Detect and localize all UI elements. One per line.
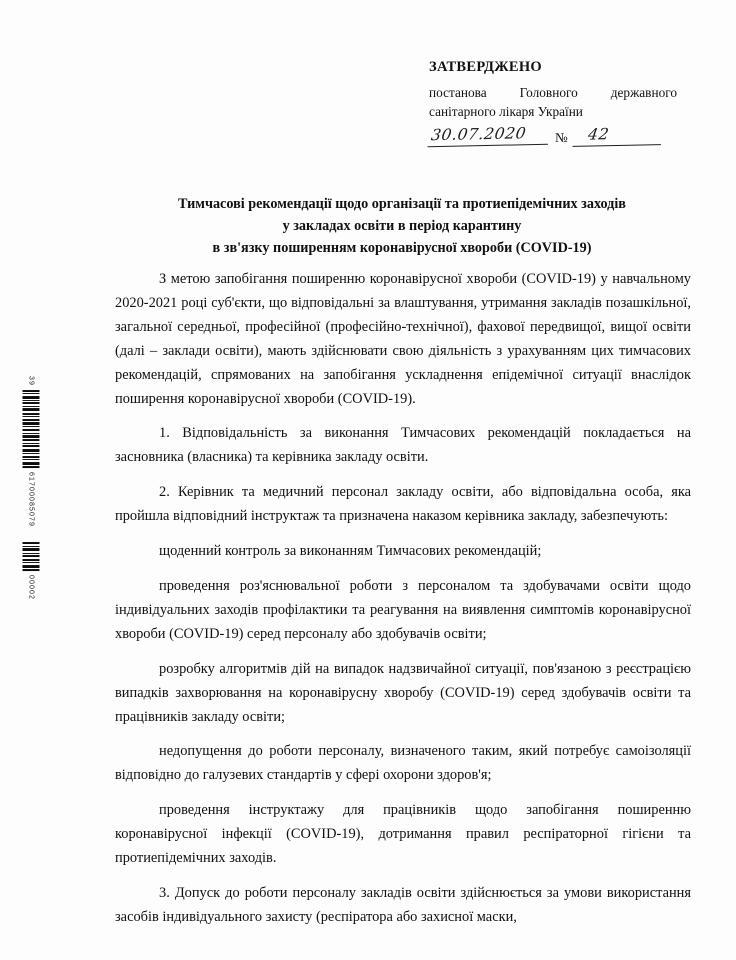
barcode-bars-main (23, 390, 40, 468)
barcode-digits-bottom: 00002 (27, 574, 35, 600)
approval-title: ЗАТВЕРДЖЕНО (429, 59, 543, 75)
approval-line-1: постанова Головного державного (429, 84, 677, 100)
document-body (115, 268, 691, 930)
document-title-line-2: у закладах освіти в період карантину (282, 218, 522, 234)
barcode-bars-suffix (23, 542, 40, 571)
barcode-digits-main: 61700085079 (27, 472, 35, 527)
document-title-line-1: Тимчасові рекомендації щодо організації та протиепідемічних заходів (178, 196, 626, 212)
barcode-rotated-group (23, 376, 40, 600)
paragraph-bullet-self-isolation: недопущення до роботи персоналу, визначеного таким, який потребує самоізоляції відповідно до галузевих стандартів у сфері охорони здоров'я; (115, 743, 691, 784)
barcode-digits-top: 39 (27, 376, 35, 387)
number-label: № (555, 129, 568, 145)
paragraph-bullet-daily-control: щоденний контроль за виконанням Тимчасових рекомендацій; (159, 543, 542, 560)
barcode (18, 376, 44, 600)
paragraph-bullet-staff-briefing: проведення інструктажу для працівників щодо запобігання поширенню коронавірусної інфекції (COVID-19), дотримання правил респіраторної гігієни та протиепідемічних заходів. (115, 802, 691, 867)
approval-stamp-row (429, 124, 677, 146)
approval-line-2: санітарного лікаря України (429, 104, 583, 120)
paragraph-item-1: 1. Відповідальність за виконання Тимчасових рекомендацій покладається на засновника (власника) та керівника закладу освіти. (115, 425, 691, 466)
paragraph-bullet-emergency-algorithms: розробку алгоритмів дій на випадок надзвичайної ситуації, пов'язаною з реєстрацією випадків захворювання на коронавірусну хворобу (COVID-19) серед здобувачів освіти та працівників закладу освіти; (115, 660, 691, 725)
paragraph-bullet-awareness-work: проведення роз'яснювальної роботи з персоналом та здобувачами освіти щодо індивідуальних заходів профілактики та реагування на виявлення симптомів коронавірусної хвороби (COVID-19) серед персоналу або здобувачів освіти; (115, 577, 691, 642)
barcode-quiet-zone (23, 531, 40, 538)
approval-block (429, 60, 677, 146)
document-title-line-3: в зв'язку поширенням коронавірусної хвороби (COVID-19) (212, 240, 592, 256)
paragraph-item-3: 3. Допуск до роботи персоналу закладів освіти здійснюється за умови використання засобів індивідуального захисту (респіратора або захисної маски, (115, 884, 691, 925)
paragraph-intro: З метою запобігання поширенню коронавірусної хвороби (COVID-19) у навчальному 2020-2021 році суб'єкти, що відповідальні за влаштування, утримання закладів позашкільної, загальної середньої, професійної (професійно-технічної), фахової передвищої, вищої освіти (далі – заклади освіти), мають здійснювати свою діяльність з урахуванням цих тимчасових рекомендацій, спрямованих на запобігання ускладнення епідемічної ситуації внаслідок поширення коронавірусної хвороби (COVID-19). (115, 271, 691, 407)
handwritten-number: 42 (572, 127, 663, 147)
handwritten-date: 30.07.2020 (428, 126, 551, 147)
document-title (114, 193, 690, 259)
paragraph-item-2: 2. Керівник та медичний персонал закладу освіти, або відповідальна особа, яка пройшла відповідний інструктаж та призначена наказом керівника закладу, забезпечують: (115, 484, 691, 525)
